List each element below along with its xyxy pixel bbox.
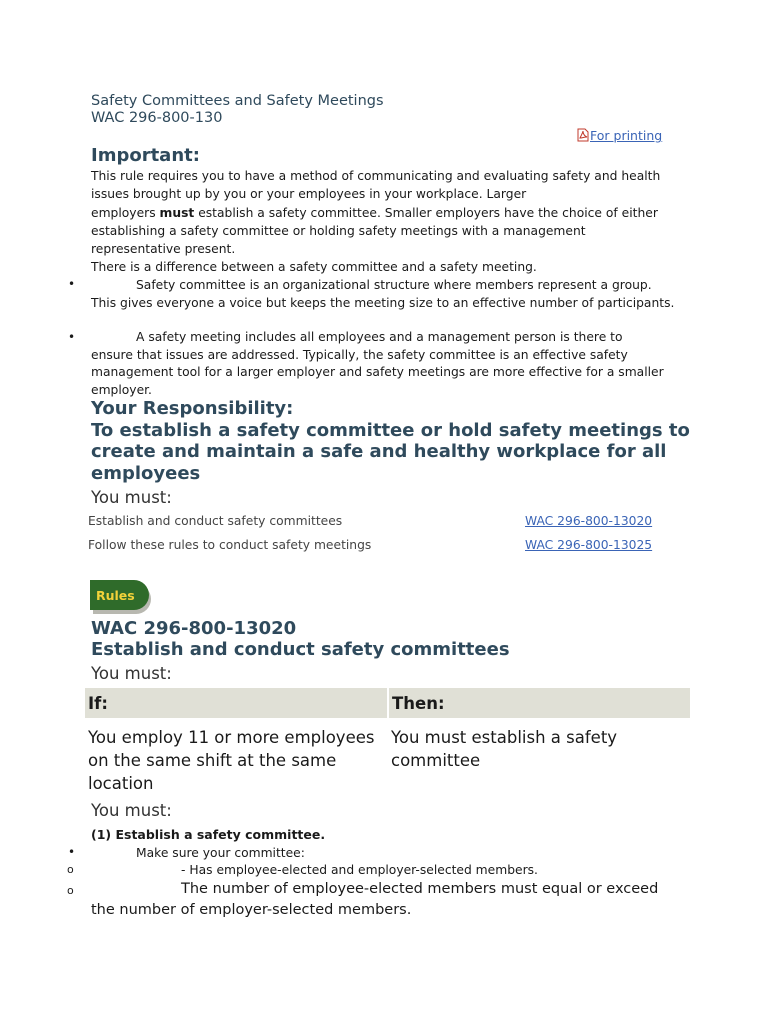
difference-line: There is a difference between a safety committee and a safety meeting.	[91, 260, 537, 275]
bullet-safety-meeting	[91, 329, 691, 399]
rule-row-link[interactable]: WAC 296-800-13020	[525, 514, 653, 528]
rules-badge-shape	[90, 578, 154, 614]
then-cell: You must establish a safety committee	[391, 728, 618, 770]
for-printing-label[interactable]: For printing	[590, 128, 663, 143]
you-must-heading: You must:	[91, 664, 172, 683]
important-heading: Important:	[91, 145, 200, 166]
rule-row-link[interactable]: WAC 296-800-13025	[525, 538, 653, 552]
you-must-heading: You must:	[91, 488, 172, 507]
section-heading	[91, 618, 510, 660]
bullet-dot: •	[68, 277, 76, 291]
title-line-1: Safety Committees and Safety Meetings	[91, 93, 384, 109]
rules-badge	[90, 578, 154, 614]
for-printing-link[interactable]	[577, 128, 662, 143]
table-row	[85, 718, 691, 795]
you-must-heading: You must:	[91, 801, 172, 820]
sub-bullet-marker: o	[67, 884, 74, 897]
if-header: If:	[85, 688, 388, 718]
bullet-rest: ensure that issues are addressed. Typically, the safety committee is an effective safety management tool for a larger employer and safety meetings are more effective for a smaller employer.	[91, 347, 664, 397]
responsibility-subheading: To establish a safety committee or hold safety meetings to create and maintain a safe and healthy workplace for all employees	[91, 420, 690, 484]
step-1-bullet: Make sure your committee:	[136, 846, 305, 860]
bullet-dot: •	[68, 330, 76, 344]
then-header: Then:	[388, 688, 691, 718]
text-span: employers	[91, 205, 160, 220]
sub-bullet-2-line-1: The number of employee-elected members must equal or exceed	[181, 881, 659, 897]
table-header-row	[85, 688, 691, 718]
important-line: This rule requires you to have a method of communicating and evaluating safety and health	[91, 169, 661, 183]
page-title	[91, 93, 384, 127]
bullet-safety-committee	[91, 276, 691, 312]
section-title: Establish and conduct safety committees	[91, 639, 510, 660]
rule-row-label: Establish and conduct safety committees	[88, 514, 343, 528]
important-line	[91, 204, 691, 222]
important-line: issues brought up by you or your employees in your workplace. Larger	[91, 187, 527, 202]
sub-bullet-2-line-2: the number of employer-selected members.	[91, 902, 412, 918]
bullet-rest: This gives everyone a voice but keeps the meeting size to an effective number of participants.	[91, 296, 675, 310]
bullet-first-line: Safety committee is an organizational structure where members represent a group.	[136, 278, 652, 292]
title-line-2: WAC 296-800-130	[91, 110, 223, 126]
sub-bullet-2	[91, 879, 691, 921]
bullet-dot: •	[68, 845, 76, 859]
sub-bullet-marker: o	[67, 863, 74, 876]
bullet-first-line: A safety meeting includes all employees and a management person is there to	[136, 330, 623, 344]
important-line: establishing a safety committee or holding safety meetings with a management	[91, 223, 586, 238]
important-paragraph	[91, 167, 691, 277]
if-cell: You employ 11 or more employees on the same shift at the same location	[88, 728, 375, 793]
important-line: representative present.	[91, 242, 236, 257]
must-emphasis: must	[159, 205, 195, 220]
rule-row-label: Follow these rules to conduct safety meetings	[88, 538, 372, 552]
rules-badge-text: Rules	[96, 588, 135, 603]
sub-bullet-1: - Has employee-elected and employer-selected members.	[181, 863, 538, 877]
step-1: (1) Establish a safety committee.	[91, 827, 326, 842]
text-span: establish a safety committee. Smaller employers have the choice of either	[194, 205, 658, 220]
responsibility-heading: Your Responsibility:	[91, 398, 294, 419]
if-then-table	[85, 688, 692, 795]
pdf-icon	[577, 128, 589, 142]
section-wac: WAC 296-800-13020	[91, 618, 297, 639]
